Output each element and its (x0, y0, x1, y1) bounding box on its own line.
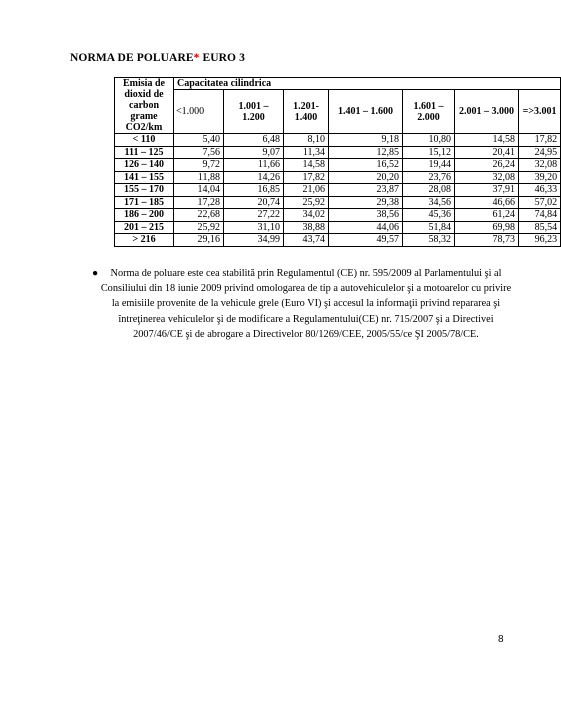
table-cell: 74,84 (519, 209, 561, 222)
table-cell: 17,28 (174, 196, 224, 209)
table-cell: 25,92 (284, 196, 329, 209)
table-cell: 46,33 (519, 184, 561, 197)
table-cell: 32,08 (519, 159, 561, 172)
table-cell: 49,57 (329, 234, 403, 247)
row-header: Emisia de dioxid de carbon grame CO2/km (115, 78, 174, 134)
table-cell: 14,58 (284, 159, 329, 172)
column-header-row (115, 90, 561, 134)
table-cell: 44,06 (329, 221, 403, 234)
table-cell: 23,87 (329, 184, 403, 197)
table-row (115, 221, 561, 234)
table-cell: 20,74 (224, 196, 284, 209)
column-header: 1.001 – 1.200 (224, 90, 284, 134)
table-cell: 25,92 (174, 221, 224, 234)
table-row (115, 209, 561, 222)
note-paragraph (92, 266, 512, 342)
table-cell: 6,48 (224, 134, 284, 147)
table-cell: 29,38 (329, 196, 403, 209)
column-header: 1.601 – 2.000 (403, 90, 455, 134)
note-text: Norma de poluare este cea stabilită prin Regulamentul (CE) nr. 595/2009 al Parlamentului şi al Consiliului din 18 iunie 2009 privind omologarea de tip a autovehiculelor şi a motoarelor cu privire la emisiile provenite de la vehicule grele (Euro VI) şi accesul la informaţii privind repararea şi întreţinerea vehiculelor şi de modificare a Regulamentului(CE) nr. 715/2007 şi a Directivei 2007/46/CE şi de abrogare a Directivelor 80/1269/CEE, 2005/55/ce ŞI 2005/78/CE. (100, 268, 512, 340)
table-cell: 51,84 (403, 221, 455, 234)
row-label: 126 – 140 (115, 159, 174, 172)
column-header: <1.000 (174, 90, 224, 134)
table-cell: 34,56 (403, 196, 455, 209)
table-cell: 11,88 (174, 171, 224, 184)
table-cell: 21,06 (284, 184, 329, 197)
table-row (115, 134, 561, 147)
table-cell: 43,74 (284, 234, 329, 247)
table-cell: 20,41 (455, 146, 519, 159)
group-header: Capacitatea cilindrica (174, 78, 561, 90)
table-cell: 69,98 (455, 221, 519, 234)
table-cell: 17,82 (519, 134, 561, 147)
title-star: * (193, 52, 200, 64)
row-label: < 110 (115, 134, 174, 147)
row-label: 171 – 185 (115, 196, 174, 209)
table-cell: 34,02 (284, 209, 329, 222)
column-header: 2.001 – 3.000 (455, 90, 519, 134)
table-cell: 14,04 (174, 184, 224, 197)
table-row (115, 171, 561, 184)
page-number: 8 (498, 634, 504, 645)
table-cell: 46,66 (455, 196, 519, 209)
table-cell: 27,22 (224, 209, 284, 222)
table-cell: 9,72 (174, 159, 224, 172)
table-cell: 26,24 (455, 159, 519, 172)
table-row (115, 159, 561, 172)
table-cell: 10,80 (403, 134, 455, 147)
title-text: NORMA DE POLUARE (70, 52, 194, 64)
table-cell: 7,56 (174, 146, 224, 159)
table-row (115, 234, 561, 247)
table-cell: 22,68 (174, 209, 224, 222)
table-cell: 14,58 (455, 134, 519, 147)
table-cell: 20,20 (329, 171, 403, 184)
table-cell: 17,82 (284, 171, 329, 184)
table-cell: 28,08 (403, 184, 455, 197)
table-body (115, 134, 561, 247)
table-cell: 37,91 (455, 184, 519, 197)
table-cell: 24,95 (519, 146, 561, 159)
column-header: 1.401 – 1.600 (329, 90, 403, 134)
row-label: 201 – 215 (115, 221, 174, 234)
table-cell: 78,73 (455, 234, 519, 247)
table-row (115, 146, 561, 159)
table-cell: 57,02 (519, 196, 561, 209)
table-cell: 38,88 (284, 221, 329, 234)
table-cell: 29,16 (174, 234, 224, 247)
table-cell: 38,56 (329, 209, 403, 222)
column-header: 1.201- 1.400 (284, 90, 329, 134)
bullet-icon: ● (92, 268, 99, 279)
table-cell: 15,12 (403, 146, 455, 159)
table-cell: 9,18 (329, 134, 403, 147)
row-label: 111 – 125 (115, 146, 174, 159)
table-cell: 32,08 (455, 171, 519, 184)
row-label: 155 – 170 (115, 184, 174, 197)
table-cell: 11,34 (284, 146, 329, 159)
row-label: 141 – 155 (115, 171, 174, 184)
table-row (115, 184, 561, 197)
row-label: 186 – 200 (115, 209, 174, 222)
table-cell: 96,23 (519, 234, 561, 247)
page-title (70, 52, 245, 64)
table-cell: 14,26 (224, 171, 284, 184)
table-cell: 8,10 (284, 134, 329, 147)
table-row (115, 196, 561, 209)
table-cell: 34,99 (224, 234, 284, 247)
table-cell: 12,85 (329, 146, 403, 159)
table-cell: 85,54 (519, 221, 561, 234)
row-label: > 216 (115, 234, 174, 247)
table-cell: 16,52 (329, 159, 403, 172)
table-cell: 11,66 (224, 159, 284, 172)
table-cell: 9,07 (224, 146, 284, 159)
table-cell: 19,44 (403, 159, 455, 172)
table-cell: 31,10 (224, 221, 284, 234)
table-cell: 16,85 (224, 184, 284, 197)
table-cell: 45,36 (403, 209, 455, 222)
table-cell: 39,20 (519, 171, 561, 184)
emission-table (114, 77, 561, 247)
table-cell: 61,24 (455, 209, 519, 222)
table-cell: 58,32 (403, 234, 455, 247)
table-cell: 5,40 (174, 134, 224, 147)
title-suffix: EURO 3 (199, 52, 245, 64)
table-cell: 23,76 (403, 171, 455, 184)
column-header: =>3.001 (519, 90, 561, 134)
